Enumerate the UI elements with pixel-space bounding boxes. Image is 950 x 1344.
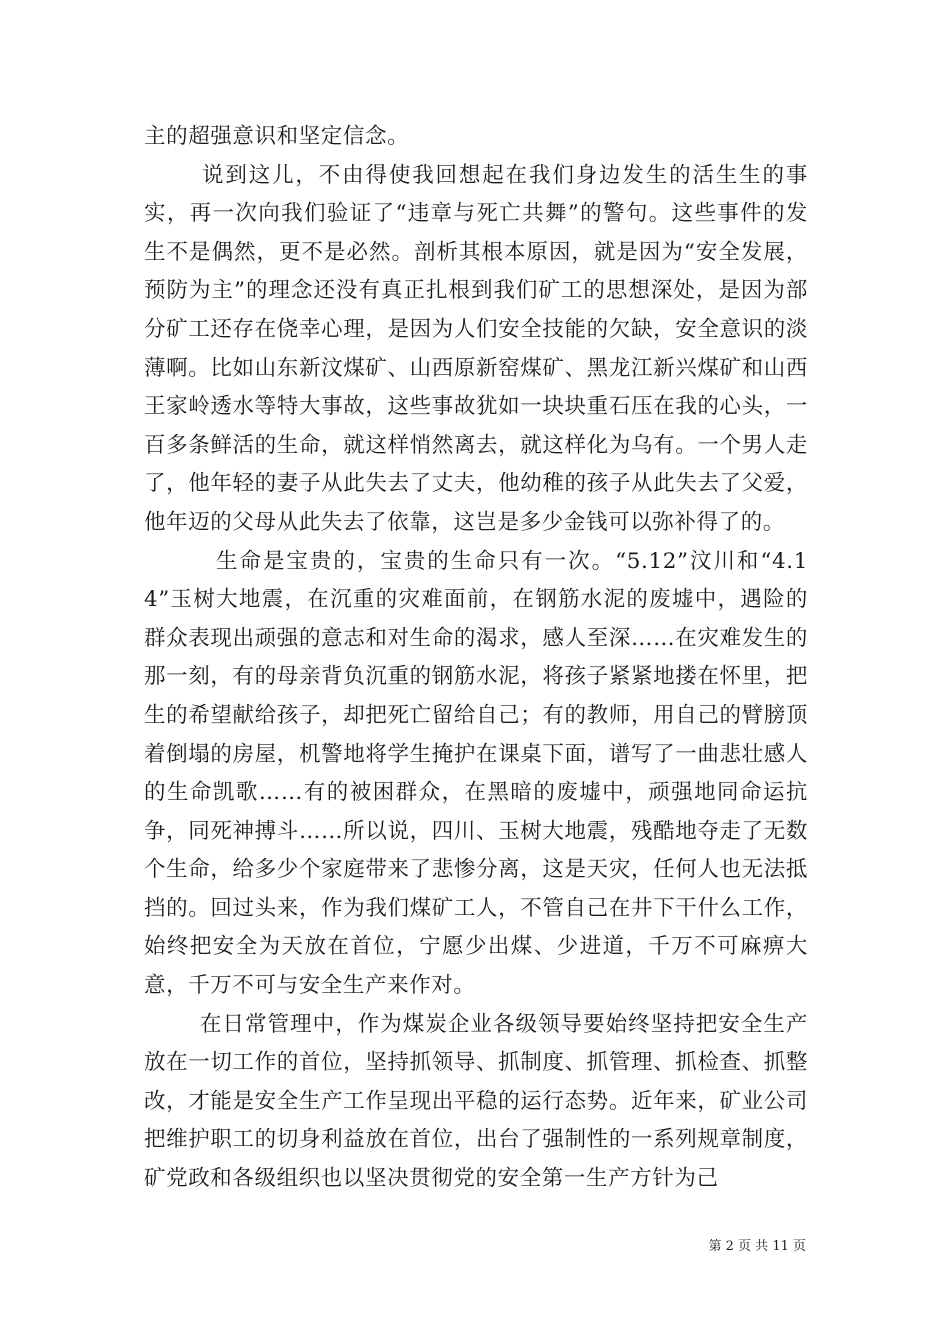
paragraph-earthquake: 生命是宝贵的，宝贵的生命只有一次。“5.12”汶川和“4.14”玉树大地震，在沉重的灾难面前，在钢筋水泥的废墟中，遇险的群众表现出顽强的意志和对生命的渴求，感人至深……在灾难发生的那一刻，有的母亲背负沉重的钢筋水泥，将孩子紧紧地搂在怀里，把生的希望献给孩子，却把死亡留给自己；有的教师，用自己的臂膀顶着倒塌的房屋，机警地将学生掩护在课桌下面，谱写了一曲悲壮感人的生命凯歌……有的被困群众，在黑暗的废墟中，顽强地同命运抗争，同死神搏斗……所以说，四川、玉树大地震，残酷地夺走了无数个生命，给多少个家庭带来了悲惨分离，这是天灾，任何人也无法抵挡的。回过头来，作为我们煤矿工人，不管自己在井下干什么工作，始终把安全为天放在首位，宁愿少出煤、少进道，千万不可麻痹大意，千万不可与安全生产来作对。 <box>144 548 808 999</box>
paragraph-accidents: 说到这儿，不由得使我回想起在我们身边发生的活生生的事实，再一次向我们验证了“违章与死亡共舞”的警句。这些事件的发生不是偶然，更不是必然。剖析其根本原因，就是因为“安全发展，预防为主”的理念还没有真正扎根到我们矿工的思想深处，是因为部分矿工还存在侥幸心理，是因为人们安全技能的欠缺，安全意识的淡薄啊。比如山东新汶煤矿、山西原新窑煤矿、黑龙江新兴煤矿和山西王家岭透水等特大事故，这些事故犹如一块块重石压在我的心头，一百多条鲜活的生命，就这样悄然离去，就这样化为乌有。一个男人走了，他年轻的妻子从此失去了丈夫，他幼稚的孩子从此失去了父爱，他年迈的父母从此失去了依靠，这岂是多少金钱可以弥补得了的。 <box>144 162 808 535</box>
paragraph-continuation: 主的超强意识和坚定信念。 <box>144 124 410 149</box>
document-body <box>144 118 808 1199</box>
page-number: 第 2 页 共 11 页 <box>708 1239 806 1254</box>
paragraph-management: 在日常管理中，作为煤炭企业各级领导要始终坚持把安全生产放在一切工作的首位，坚持抓领导、抓制度、抓管理、抓检查、抓整改，才能是安全生产工作呈现出平稳的运行态势。近年来，矿业公司把维护职工的切身利益放在首位，出台了强制性的一系列规章制度，矿党政和各级组织也以坚决贯彻党的安全第一生产方针为己 <box>144 1011 808 1192</box>
